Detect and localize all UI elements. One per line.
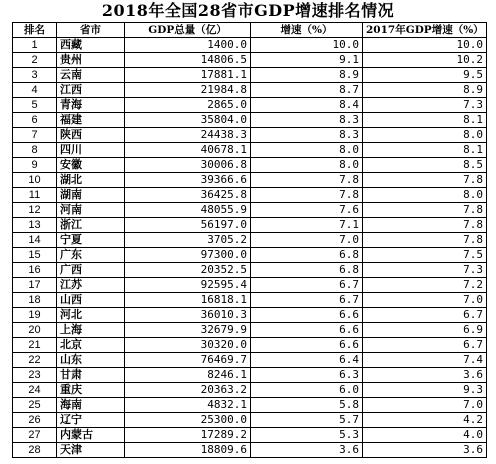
cell-gdp: 30320.0 — [125, 338, 251, 353]
column-header-rank: 排名 — [13, 23, 57, 38]
table-row — [13, 278, 487, 293]
cell-gdp: 30006.8 — [125, 158, 251, 173]
table-row — [13, 53, 487, 68]
table-body — [13, 38, 487, 458]
table-row — [13, 308, 487, 323]
cell-gdp: 21984.8 — [125, 83, 251, 98]
cell-growth-2017: 3.6 — [363, 368, 487, 383]
cell-growth-2017: 4.0 — [363, 428, 487, 443]
cell-gdp: 3705.2 — [125, 233, 251, 248]
cell-gdp: 76469.7 — [125, 353, 251, 368]
cell-growth-2017: 3.6 — [363, 443, 487, 458]
table-row — [13, 143, 487, 158]
cell-growth-2017: 7.5 — [363, 248, 487, 263]
cell-province: 内蒙古 — [57, 428, 125, 443]
cell-gdp: 40678.1 — [125, 143, 251, 158]
cell-province: 广西 — [57, 263, 125, 278]
cell-province: 贵州 — [57, 53, 125, 68]
table-row — [13, 398, 487, 413]
table-row — [13, 188, 487, 203]
table-row — [13, 98, 487, 113]
cell-growth-2017: 8.0 — [363, 188, 487, 203]
cell-gdp: 48055.9 — [125, 203, 251, 218]
column-header-growth-2018: 增速（%） — [251, 23, 363, 38]
cell-rank: 1 — [13, 38, 57, 53]
cell-growth-2017: 7.8 — [363, 173, 487, 188]
cell-gdp: 36425.8 — [125, 188, 251, 203]
cell-rank: 23 — [13, 368, 57, 383]
cell-province: 上海 — [57, 323, 125, 338]
table-row — [13, 413, 487, 428]
cell-growth-2017: 6.7 — [363, 338, 487, 353]
cell-province: 河南 — [57, 203, 125, 218]
cell-rank: 6 — [13, 113, 57, 128]
cell-gdp: 32679.9 — [125, 323, 251, 338]
cell-province: 山东 — [57, 353, 125, 368]
cell-growth-2018: 8.4 — [251, 98, 363, 113]
table-row — [13, 293, 487, 308]
cell-growth-2017: 4.2 — [363, 413, 487, 428]
cell-gdp: 4832.1 — [125, 398, 251, 413]
cell-growth-2018: 7.6 — [251, 203, 363, 218]
table-row — [13, 68, 487, 83]
cell-rank: 15 — [13, 248, 57, 263]
cell-growth-2017: 6.9 — [363, 323, 487, 338]
cell-growth-2018: 7.8 — [251, 188, 363, 203]
cell-province: 河北 — [57, 308, 125, 323]
cell-growth-2018: 6.8 — [251, 248, 363, 263]
cell-province: 北京 — [57, 338, 125, 353]
cell-province: 海南 — [57, 398, 125, 413]
table-row — [13, 203, 487, 218]
cell-rank: 21 — [13, 338, 57, 353]
cell-gdp: 18809.6 — [125, 443, 251, 458]
cell-growth-2018: 5.3 — [251, 428, 363, 443]
cell-growth-2017: 10.2 — [363, 53, 487, 68]
cell-rank: 10 — [13, 173, 57, 188]
table-row — [13, 173, 487, 188]
table-row — [13, 83, 487, 98]
column-header-gdp: GDP总量（亿） — [125, 23, 251, 38]
document-title: 2018年全国28省市GDP增速排名情况 — [101, 1, 395, 20]
table-row — [13, 368, 487, 383]
cell-growth-2018: 6.4 — [251, 353, 363, 368]
table-row — [13, 338, 487, 353]
table-row — [13, 128, 487, 143]
cell-rank: 5 — [13, 98, 57, 113]
column-header-growth-2017: 2017年GDP增速（%） — [363, 23, 487, 38]
cell-province: 西藏 — [57, 38, 125, 53]
cell-growth-2017: 7.8 — [363, 218, 487, 233]
cell-gdp: 16818.1 — [125, 293, 251, 308]
cell-rank: 14 — [13, 233, 57, 248]
table-row — [13, 158, 487, 173]
cell-rank: 17 — [13, 278, 57, 293]
cell-rank: 16 — [13, 263, 57, 278]
cell-growth-2017: 7.8 — [363, 203, 487, 218]
cell-rank: 28 — [13, 443, 57, 458]
cell-growth-2018: 8.0 — [251, 158, 363, 173]
cell-growth-2017: 8.0 — [363, 128, 487, 143]
cell-gdp: 17289.2 — [125, 428, 251, 443]
cell-rank: 12 — [13, 203, 57, 218]
cell-gdp: 1400.0 — [125, 38, 251, 53]
gdp-ranking-table — [12, 22, 487, 458]
cell-province: 四川 — [57, 143, 125, 158]
cell-growth-2018: 6.6 — [251, 338, 363, 353]
cell-rank: 8 — [13, 143, 57, 158]
cell-rank: 27 — [13, 428, 57, 443]
cell-rank: 19 — [13, 308, 57, 323]
cell-rank: 7 — [13, 128, 57, 143]
table-row — [13, 113, 487, 128]
cell-rank: 9 — [13, 158, 57, 173]
cell-province: 广东 — [57, 248, 125, 263]
cell-gdp: 8246.1 — [125, 368, 251, 383]
cell-growth-2018: 8.0 — [251, 143, 363, 158]
cell-growth-2018: 6.0 — [251, 383, 363, 398]
cell-growth-2018: 6.7 — [251, 278, 363, 293]
cell-growth-2017: 8.9 — [363, 83, 487, 98]
cell-gdp: 24438.3 — [125, 128, 251, 143]
cell-growth-2017: 9.5 — [363, 68, 487, 83]
cell-gdp: 20363.2 — [125, 383, 251, 398]
cell-rank: 13 — [13, 218, 57, 233]
cell-province: 重庆 — [57, 383, 125, 398]
cell-province: 江苏 — [57, 278, 125, 293]
cell-growth-2018: 5.8 — [251, 398, 363, 413]
cell-rank: 22 — [13, 353, 57, 368]
cell-growth-2018: 6.6 — [251, 308, 363, 323]
cell-rank: 2 — [13, 53, 57, 68]
cell-growth-2017: 6.7 — [363, 308, 487, 323]
cell-province: 湖南 — [57, 188, 125, 203]
cell-growth-2018: 8.3 — [251, 113, 363, 128]
table-row — [13, 428, 487, 443]
table-row — [13, 38, 487, 53]
table-row — [13, 218, 487, 233]
cell-province: 天津 — [57, 443, 125, 458]
cell-gdp: 97300.0 — [125, 248, 251, 263]
cell-growth-2017: 7.4 — [363, 353, 487, 368]
cell-rank: 4 — [13, 83, 57, 98]
cell-gdp: 25300.0 — [125, 413, 251, 428]
table-row — [13, 323, 487, 338]
cell-growth-2018: 10.0 — [251, 38, 363, 53]
cell-gdp: 2865.0 — [125, 98, 251, 113]
cell-growth-2018: 7.8 — [251, 173, 363, 188]
cell-gdp: 14806.5 — [125, 53, 251, 68]
table-row — [13, 233, 487, 248]
cell-growth-2018: 8.9 — [251, 68, 363, 83]
cell-province: 青海 — [57, 98, 125, 113]
cell-growth-2018: 6.3 — [251, 368, 363, 383]
cell-province: 江西 — [57, 83, 125, 98]
cell-province: 山西 — [57, 293, 125, 308]
cell-growth-2018: 6.8 — [251, 263, 363, 278]
table-row — [13, 248, 487, 263]
table-row — [13, 443, 487, 458]
cell-growth-2017: 8.1 — [363, 113, 487, 128]
cell-growth-2018: 6.6 — [251, 323, 363, 338]
cell-growth-2017: 8.5 — [363, 158, 487, 173]
cell-growth-2018: 6.7 — [251, 293, 363, 308]
cell-growth-2018: 7.0 — [251, 233, 363, 248]
cell-rank: 25 — [13, 398, 57, 413]
cell-rank: 3 — [13, 68, 57, 83]
column-header-province: 省市 — [57, 23, 125, 38]
cell-province: 湖北 — [57, 173, 125, 188]
cell-province: 云南 — [57, 68, 125, 83]
cell-growth-2017: 7.3 — [363, 263, 487, 278]
table-row — [13, 263, 487, 278]
cell-growth-2017: 8.1 — [363, 143, 487, 158]
cell-rank: 18 — [13, 293, 57, 308]
cell-growth-2017: 7.0 — [363, 293, 487, 308]
cell-gdp: 56197.0 — [125, 218, 251, 233]
cell-rank: 20 — [13, 323, 57, 338]
cell-province: 浙江 — [57, 218, 125, 233]
cell-rank: 11 — [13, 188, 57, 203]
cell-growth-2017: 10.0 — [363, 38, 487, 53]
cell-gdp: 35804.0 — [125, 113, 251, 128]
cell-gdp: 39366.6 — [125, 173, 251, 188]
cell-rank: 24 — [13, 383, 57, 398]
cell-gdp: 20352.5 — [125, 263, 251, 278]
table-header-row — [13, 23, 487, 38]
table-row — [13, 353, 487, 368]
cell-gdp: 92595.4 — [125, 278, 251, 293]
cell-growth-2017: 7.2 — [363, 278, 487, 293]
cell-growth-2018: 7.1 — [251, 218, 363, 233]
cell-gdp: 36010.3 — [125, 308, 251, 323]
cell-rank: 26 — [13, 413, 57, 428]
cell-growth-2017: 7.0 — [363, 398, 487, 413]
cell-growth-2018: 9.1 — [251, 53, 363, 68]
cell-growth-2018: 8.7 — [251, 83, 363, 98]
cell-province: 安徽 — [57, 158, 125, 173]
cell-province: 宁夏 — [57, 233, 125, 248]
cell-growth-2017: 9.3 — [363, 383, 487, 398]
cell-province: 陕西 — [57, 128, 125, 143]
cell-growth-2018: 5.7 — [251, 413, 363, 428]
cell-growth-2017: 7.3 — [363, 98, 487, 113]
cell-growth-2017: 7.8 — [363, 233, 487, 248]
cell-gdp: 17881.1 — [125, 68, 251, 83]
cell-province: 福建 — [57, 113, 125, 128]
table-row — [13, 383, 487, 398]
cell-province: 辽宁 — [57, 413, 125, 428]
cell-growth-2018: 8.3 — [251, 128, 363, 143]
cell-province: 甘肃 — [57, 368, 125, 383]
cell-growth-2018: 3.6 — [251, 443, 363, 458]
